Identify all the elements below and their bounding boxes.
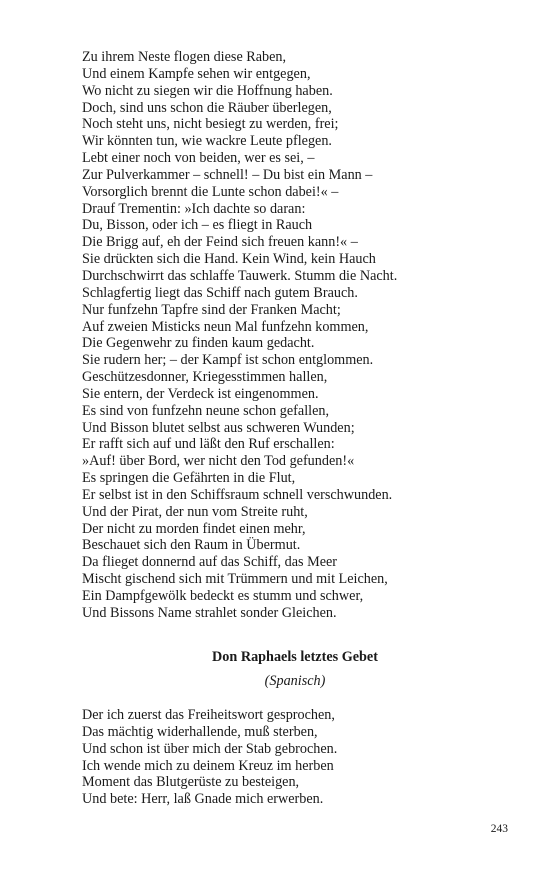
verse-line: Schlagfertig liegt das Schiff nach gutem Brauch. bbox=[82, 284, 358, 301]
verse-line: Und einem Kampfe sehen wir entgegen, bbox=[82, 65, 311, 82]
verse-line: Der nicht zu morden findet einen mehr, bbox=[82, 520, 306, 537]
verse-line: Beschauet sich den Raum in Übermut. bbox=[82, 537, 301, 554]
verse-line: Er rafft sich auf und läßt den Ruf erschallen: bbox=[82, 436, 335, 453]
verse-line: Es sind von funfzehn neune schon gefallen, bbox=[82, 402, 330, 419]
poem-subtitle: (Spanisch) bbox=[264, 673, 326, 689]
verse-line: Sie entern, der Verdeck ist eingenommen. bbox=[82, 385, 319, 402]
verse-line: Zu ihrem Neste flogen diese Raben, bbox=[82, 49, 287, 65]
verse-line: Und Bissons Name strahlet sonder Gleichen. bbox=[82, 604, 337, 621]
verse-line: Moment das Blutgerüste zu besteigen, bbox=[82, 774, 300, 791]
verse-line: Lebt einer noch von beiden, wer es sei, – bbox=[82, 150, 315, 167]
verse-line: Mischt gischend sich mit Trümmern und mit Leichen, bbox=[82, 571, 388, 588]
verse-line: Der ich zuerst das Freiheitswort gesprochen, bbox=[82, 707, 335, 723]
verse-line: Es springen die Gefährten in die Flut, bbox=[82, 470, 296, 487]
poem-stanza bbox=[82, 49, 397, 622]
poem-title: Don Raphaels letztes Gebet bbox=[212, 649, 378, 665]
verse-line: Noch steht uns, nicht besiegt zu werden, frei; bbox=[82, 116, 339, 133]
verse-line: Die Brigg auf, eh der Feind sich freuen kann!« – bbox=[82, 234, 358, 251]
verse-line: Ein Dampfgewölk bedeckt es stumm und schwer, bbox=[82, 588, 364, 604]
verse-line: Sie rudern her; – der Kampf ist schon entglommen. bbox=[82, 352, 374, 369]
verse-line: Drauf Trementin: »Ich dachte so daran: bbox=[82, 200, 306, 217]
verse-line: Nur funfzehn Tapfre sind der Franken Macht; bbox=[82, 301, 341, 318]
verse-line: Die Gegenwehr zu finden kaum gedacht. bbox=[82, 335, 315, 352]
page-number: 243 bbox=[490, 823, 508, 835]
verse-line: Und bete: Herr, laß Gnade mich erwerben. bbox=[82, 791, 324, 808]
verse-line: Und Bisson blutet selbst aus schweren Wunden; bbox=[82, 419, 355, 436]
verse-line: Sie drückten sich die Hand. Kein Wind, kein Hauch bbox=[82, 251, 376, 268]
verse-line: Ich wende mich zu deinem Kreuz im herben bbox=[82, 757, 334, 774]
poem-stanza bbox=[82, 707, 337, 808]
verse-line: Doch, sind uns schon die Räuber überlegen, bbox=[82, 99, 332, 116]
verse-line: Durchschwirrt das schlaffe Tauwerk. Stumm die Nacht. bbox=[82, 267, 398, 284]
verse-line: Wir könnten tun, wie wackre Leute pflegen. bbox=[82, 133, 332, 150]
verse-line: Auf zweien Misticks neun Mal funfzehn kommen, bbox=[82, 318, 369, 335]
verse-line: Und der Pirat, der nun vom Streite ruht, bbox=[82, 503, 308, 520]
verse-line: »Auf! über Bord, wer nicht den Tod gefunden!« bbox=[82, 453, 355, 470]
verse-line: Und schon ist über mich der Stab gebrochen. bbox=[82, 740, 338, 757]
verse-line: Da flieget donnernd auf das Schiff, das Meer bbox=[82, 554, 338, 571]
verse-line: Zur Pulverkammer – schnell! – Du bist ein Mann – bbox=[82, 166, 373, 183]
verse-line: Du, Bisson, oder ich – es fliegt in Rauch bbox=[82, 217, 313, 234]
verse-line: Das mächtig widerhallende, muß sterben, bbox=[82, 723, 318, 740]
verse-line: Geschützesdonner, Kriegesstimmen hallen, bbox=[82, 369, 328, 386]
verse-line: Er selbst ist in den Schiffsraum schnell verschwunden. bbox=[82, 486, 393, 503]
verse-line: Wo nicht zu siegen wir die Hoffnung haben. bbox=[82, 82, 333, 99]
verse-line: Vorsorglich brennt die Lunte schon dabei!« – bbox=[82, 183, 339, 200]
